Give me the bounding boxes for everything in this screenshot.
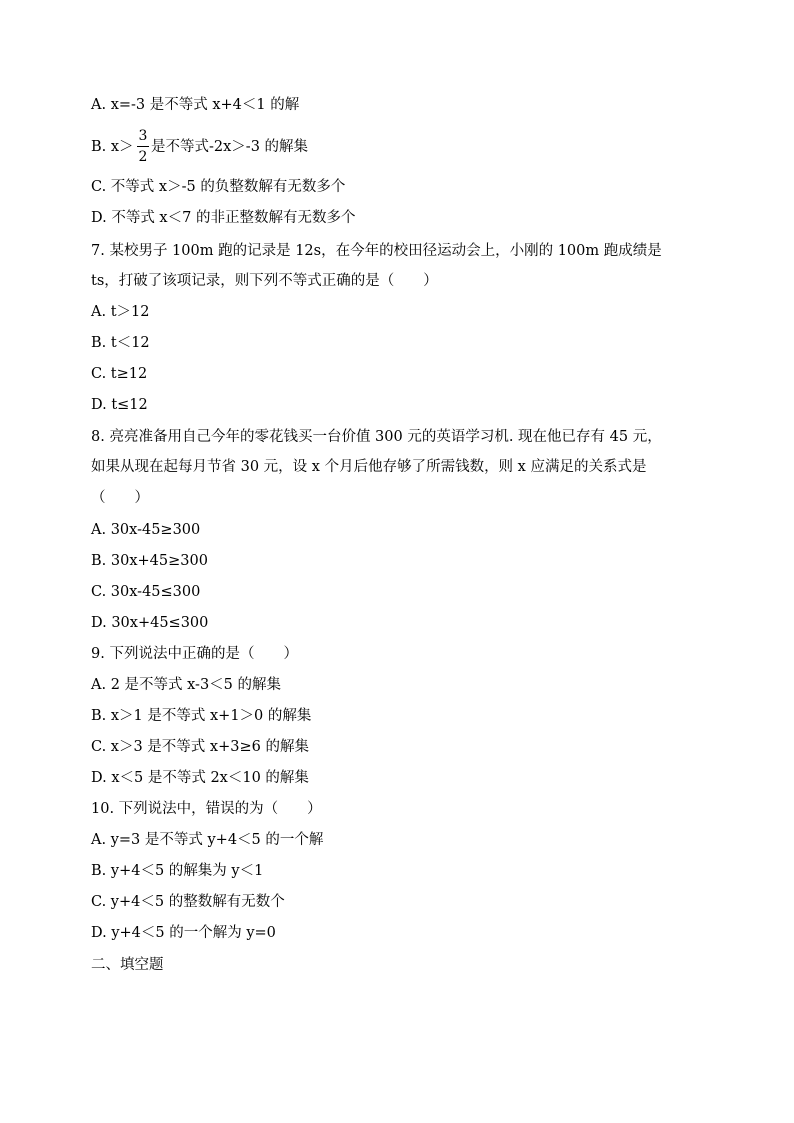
q7-option-b: B. t＜12 [91, 335, 150, 351]
q7-option-c: C. t≥12 [91, 366, 148, 382]
fraction-bar [137, 146, 149, 147]
q8-option-b: B. 30x+45≥300 [91, 553, 208, 569]
q10-option-d: D. y+4＜5 的一个解为 y=0 [91, 925, 276, 941]
q7-option-d: D. t≤12 [91, 397, 148, 413]
q7-option-a: A. t＞12 [91, 304, 150, 320]
fraction-denominator: 2 [138, 149, 148, 165]
q8-stem-line3: （ ） [91, 490, 149, 506]
q8-stem-line2: 如果从现在起每月节省 30 元，设 x 个月后他存够了所需钱数，则 x 应满足的关系式是 [91, 459, 647, 475]
q9-option-a: A. 2 是不等式 x-3＜5 的解集 [91, 677, 282, 693]
fraction [137, 127, 149, 166]
q10-stem: 10. 下列说法中，错误的为（ ） [91, 801, 322, 817]
q9-option-c: C. x＞3 是不等式 x+3≥6 的解集 [91, 739, 309, 755]
q10-option-b: B. y+4＜5 的解集为 y＜1 [91, 863, 264, 879]
q6-option-d: D. 不等式 x＜7 的非正整数解有无数多个 [91, 210, 356, 226]
fraction-numerator: 3 [138, 128, 148, 144]
q7-stem-line1: 7. 某校男子 100m 跑的记录是 12s，在今年的校田径运动会上，小刚的 100m 跑成绩是 [91, 243, 662, 259]
q8-option-a: A. 30x-45≥300 [91, 522, 201, 538]
q10-option-c: C. y+4＜5 的整数解有无数个 [91, 894, 285, 910]
q9-stem: 9. 下列说法中正确的是（ ） [91, 646, 298, 662]
q9-option-b: B. x＞1 是不等式 x+1＞0 的解集 [91, 708, 312, 724]
q9-option-d: D. x＜5 是不等式 2x＜10 的解集 [91, 770, 309, 786]
q7-stem-line2: ts，打破了该项记录，则下列不等式正确的是（ ） [91, 273, 438, 289]
section-heading: 二、填空题 [91, 957, 164, 973]
q6-option-a: A. x=-3 是不等式 x+4＜1 的解 [91, 97, 300, 113]
q6-option-b-suffix: 是不等式-2x＞-3 的解集 [151, 139, 309, 155]
q8-option-d: D. 30x+45≤300 [91, 615, 209, 631]
q10-option-a: A. y=3 是不等式 y+4＜5 的一个解 [91, 832, 324, 848]
q8-option-c: C. 30x-45≤300 [91, 584, 201, 600]
q6-option-c: C. 不等式 x＞-5 的负整数解有无数多个 [91, 179, 346, 195]
q6-option-b-prefix: B. x＞ [91, 139, 134, 155]
q8-stem-line1: 8. 亮亮准备用自己今年的零花钱买一台价值 300 元的英语学习机. 现在他已存有 45 元， [91, 429, 662, 445]
